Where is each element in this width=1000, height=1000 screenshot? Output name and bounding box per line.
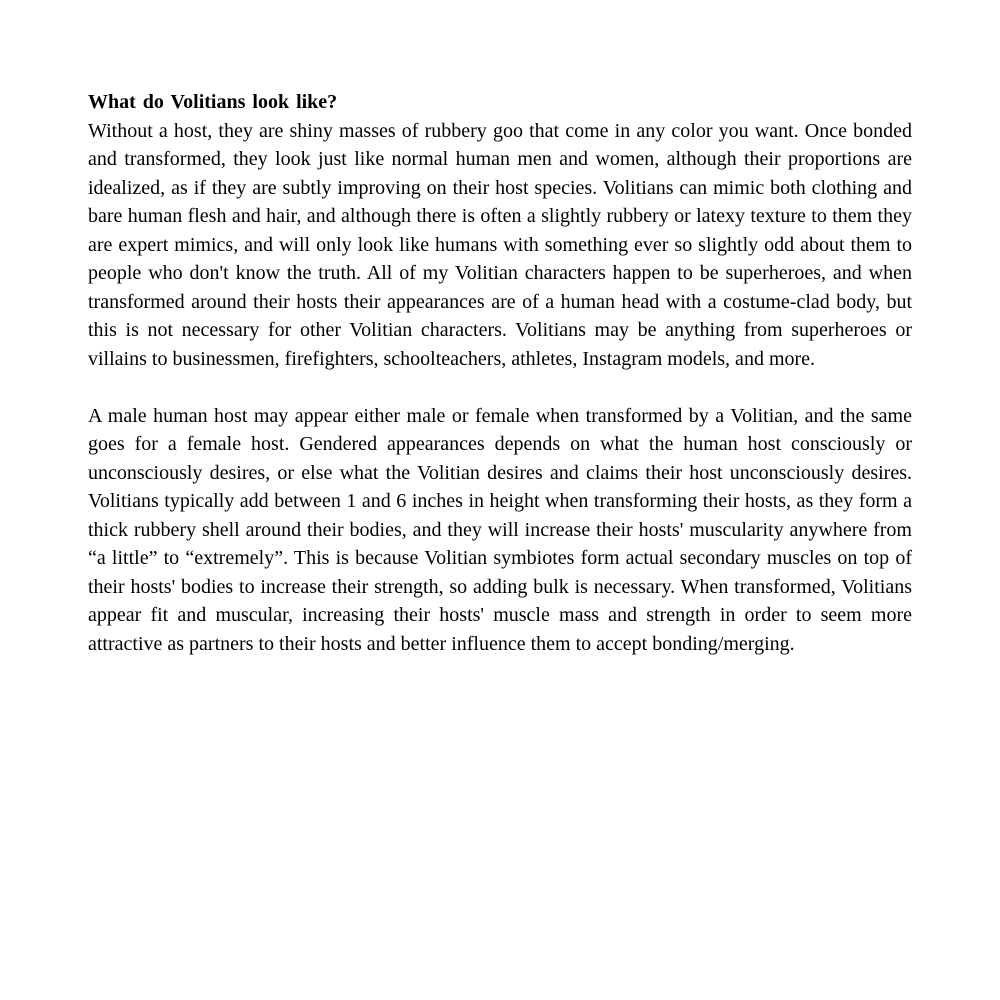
document-heading: What do Volitians look like? [88, 91, 338, 113]
document-paragraph-2: A male human host may appear either male or female when transformed by a Volitian, and the same goes for a female host. Gendered appearances depends on what the human host consciously or unconsciously desires, or else what the Volitian desires and claims their host unconsciously desires. Volitians typically add between 1 and 6 inches in height when transforming their hosts, as they form a thick rubbery shell around their bodies, and they will increase their hosts' muscularity anywhere from “a little” to “extremely”. This is because Volitian symbiotes form actual secondary muscles on top of their hosts' bodies to increase their strength, so adding bulk is necessary. When transformed, Volitians appear fit and muscular, increasing their hosts' muscle mass and strength in order to seem more attractive as partners to their hosts and better influence them to accept bonding/merging. [88, 404, 912, 655]
document-paragraph-1: Without a host, they are shiny masses of rubbery goo that come in any color you want. Once bonded and transformed, they look just like normal human men and women, although their proportions are idealized, as if they are subtly improving on their host species. Volitians can mimic both clothing and bare human flesh and hair, and although there is often a slightly rubbery or latexy texture to them they are expert mimics, and will only look like humans with something ever so slightly odd about them to people who don't know the truth. All of my Volitian characters happen to be superheroes, and when transformed around their hosts their appearances are of a human head with a costume-clad body, but this is not necessary for other Volitian characters. Volitians may be anything from superheroes or villains to businessmen, firefighters, schoolteachers, athletes, Instagram models, and more. [88, 119, 912, 370]
